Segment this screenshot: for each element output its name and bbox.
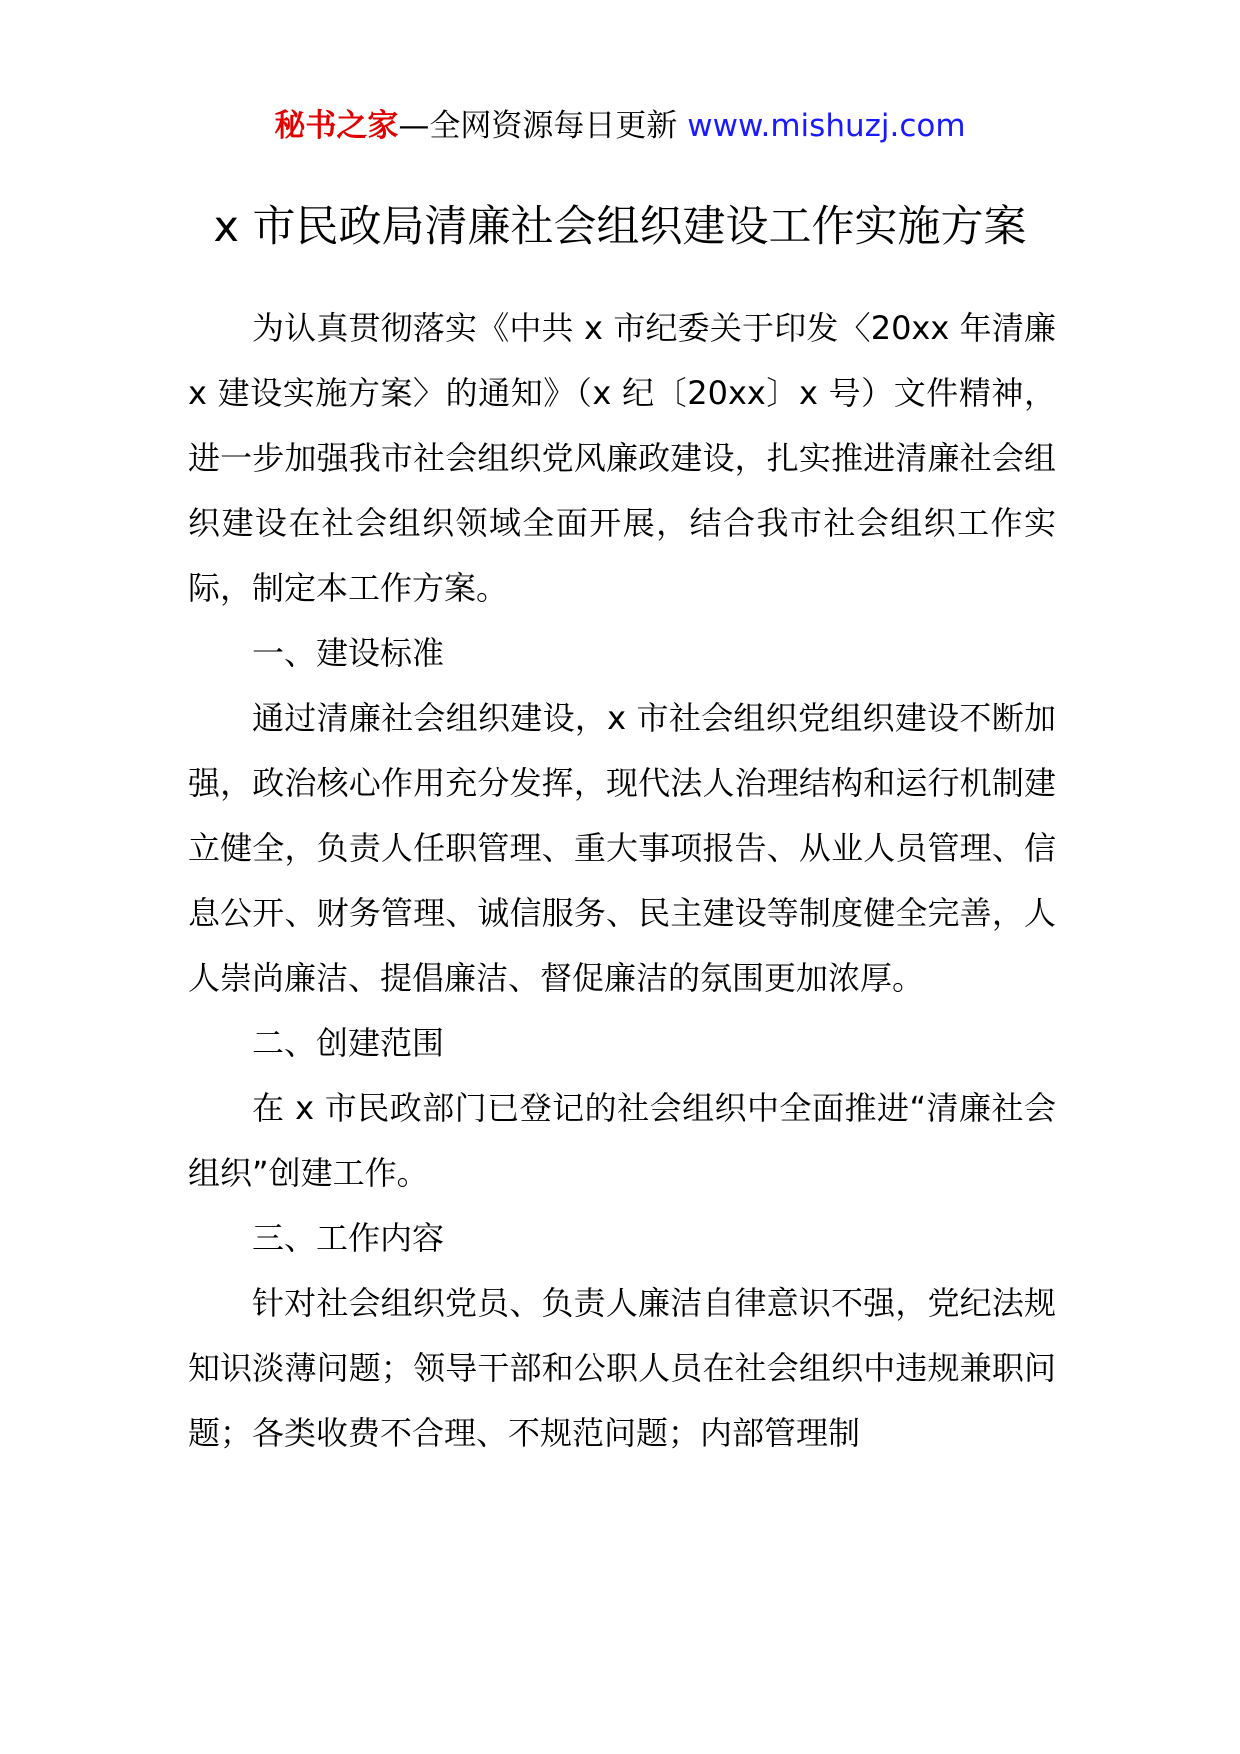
intro-paragraph: 为认真贯彻落实《中共 x 市纪委关于印发〈20xx 年清廉 x 建设实施方案〉的通知》（x 纪〔20xx〕x 号）文件精神，进一步加强我市社会组织党风廉政建设，扎实推进清廉社会组织建设在社会组织领域全面开展，结合我市社会组织工作实际，制定本工作方案。 (188, 309, 1056, 607)
brand-name: 秘书之家 (274, 108, 399, 144)
section-heading-content: 三、工作内容 (252, 1219, 445, 1257)
site-header (0, 104, 1240, 148)
document-body (188, 296, 1056, 1466)
section-paragraph-scope: 在 x 市民政部门已登记的社会组织中全面推进“清廉社会组织”创建工作。 (188, 1089, 1056, 1192)
section-paragraph-content: 针对社会组织党员、负责人廉洁自律意识不强，党纪法规知识淡薄问题；领导干部和公职人员在社会组织中违规兼职问题；各类收费不合理、不规范问题；内部管理制 (188, 1284, 1056, 1452)
header-tagline: —全网资源每日更新 (398, 108, 678, 144)
section-heading-scope: 二、创建范围 (252, 1024, 445, 1062)
section-heading-standards: 一、建设标准 (252, 634, 445, 672)
site-url-link[interactable]: www.mishuzj.com (687, 108, 966, 144)
section-paragraph-standards: 通过清廉社会组织建设，x 市社会组织党组织建设不断加强，政治核心作用充分发挥，现代法人治理结构和运行机制建立健全，负责人任职管理、重大事项报告、从业人员管理、信息公开、财务管理、诚信服务、民主建设等制度健全完善，人人崇尚廉洁、提倡廉洁、督促廉洁的氛围更加浓厚。 (188, 699, 1056, 997)
document-title: x 市民政局清廉社会组织建设工作实施方案 (213, 202, 1027, 252)
